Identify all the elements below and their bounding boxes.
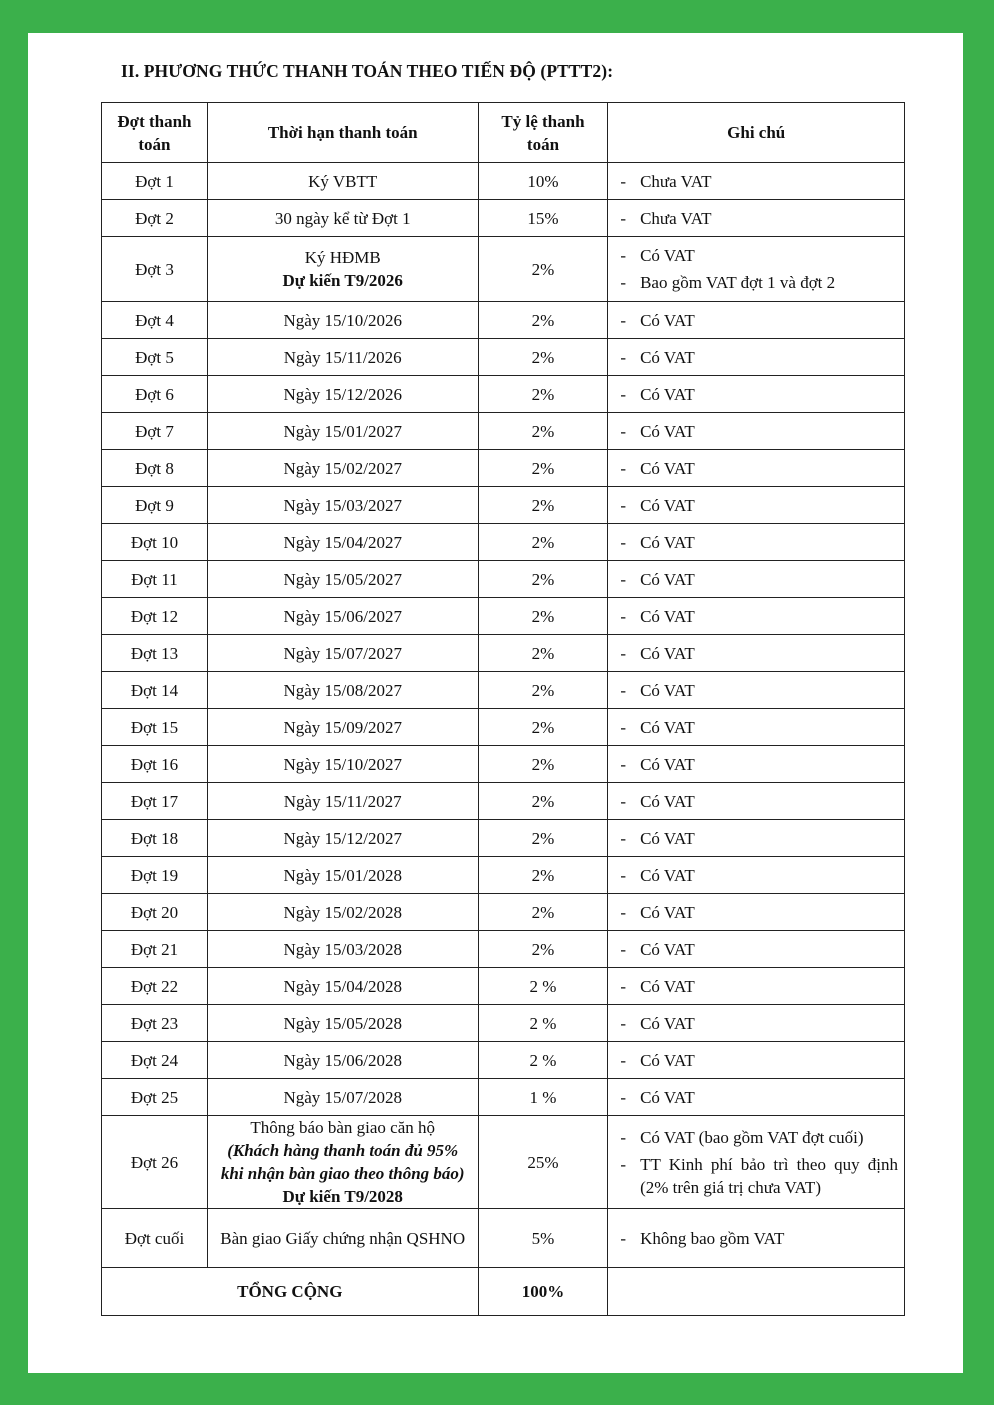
notes-cell — [608, 820, 905, 857]
bullet-dash: - — [620, 171, 627, 191]
term-text: Ngày 15/07/2027 — [283, 643, 402, 663]
term-text: Ngày 15/11/2027 — [283, 791, 402, 811]
note-text: Có VAT (bao gồm VAT đợt cuối) — [640, 1127, 864, 1147]
header-notes: Ghi chú — [608, 103, 905, 163]
bullet-dash: - — [620, 1127, 627, 1147]
notes-cell — [608, 339, 905, 376]
note-text: Có VAT — [640, 569, 695, 589]
rate-cell: 5% — [478, 1209, 608, 1268]
note-text: Có VAT — [640, 643, 695, 663]
term-text: Ngày 15/09/2027 — [283, 717, 402, 737]
term-text: Ngày 15/08/2027 — [283, 680, 402, 700]
rate-cell: 2 % — [478, 1005, 608, 1042]
table-header-row — [102, 103, 905, 163]
note-item — [620, 309, 898, 332]
stage-cell: Đợt 24 — [102, 1042, 208, 1079]
stage-cell: Đợt 22 — [102, 968, 208, 1005]
table-row — [102, 931, 905, 968]
rate-cell: 2% — [478, 783, 608, 820]
table-row — [102, 894, 905, 931]
notes-cell — [608, 1116, 905, 1209]
note-item — [620, 938, 898, 961]
bullet-dash: - — [620, 495, 627, 515]
stage-cell: Đợt 10 — [102, 524, 208, 561]
rate-cell: 2% — [478, 302, 608, 339]
notes-cell — [608, 376, 905, 413]
bullet-dash: - — [620, 1050, 627, 1070]
table-row — [102, 376, 905, 413]
note-item — [620, 1153, 898, 1199]
note-text: Có VAT — [640, 1050, 695, 1070]
rate-cell: 2% — [478, 672, 608, 709]
note-text: Có VAT — [640, 421, 695, 441]
note-item — [620, 975, 898, 998]
term-text: Ngày 15/04/2027 — [283, 532, 402, 552]
term-text: Ngày 15/04/2028 — [283, 976, 402, 996]
term-cell — [207, 163, 478, 200]
note-item — [620, 346, 898, 369]
rate-cell: 2% — [478, 237, 608, 302]
bullet-dash: - — [620, 532, 627, 552]
document-page — [28, 33, 963, 1373]
term-text: Ngày 15/12/2026 — [283, 384, 402, 404]
total-rate: 100% — [478, 1268, 608, 1316]
note-text: Chưa VAT — [640, 171, 712, 191]
note-text: Có VAT — [640, 939, 695, 959]
rate-cell: 2% — [478, 413, 608, 450]
term-text: Ngày 15/05/2028 — [283, 1013, 402, 1033]
note-item — [620, 1227, 898, 1250]
notes-cell — [608, 1042, 905, 1079]
notes-cell — [608, 561, 905, 598]
term-text: Bàn giao Giấy chứng nhận QSHNO — [220, 1228, 466, 1248]
bullet-dash: - — [620, 643, 627, 663]
term-cell — [207, 302, 478, 339]
bullet-dash: - — [620, 1228, 627, 1248]
term-bold-text: Dự kiến T9/2028 — [282, 1187, 403, 1206]
stage-cell: Đợt 9 — [102, 487, 208, 524]
note-item — [620, 457, 898, 480]
rate-cell: 2% — [478, 635, 608, 672]
rate-cell: 2% — [478, 857, 608, 894]
term-cell — [207, 200, 478, 237]
note-text: Có VAT — [640, 680, 695, 700]
note-item — [620, 679, 898, 702]
note-text: Có VAT — [640, 1087, 695, 1107]
note-text: Có VAT — [640, 347, 695, 367]
term-text: Ký HĐMB — [304, 248, 381, 267]
table-row — [102, 1116, 905, 1209]
term-text: Ngày 15/03/2028 — [283, 939, 402, 959]
bullet-dash: - — [620, 606, 627, 626]
header-term: Thời hạn thanh toán — [207, 103, 478, 163]
rate-cell: 25% — [478, 1116, 608, 1209]
stage-cell: Đợt 11 — [102, 561, 208, 598]
table-row — [102, 1209, 905, 1268]
note-item — [620, 271, 898, 294]
term-text: Ngày 15/11/2026 — [283, 347, 402, 367]
bullet-dash: - — [620, 347, 627, 367]
note-text: Có VAT — [640, 606, 695, 626]
table-row — [102, 783, 905, 820]
note-item — [620, 1049, 898, 1072]
table-row — [102, 524, 905, 561]
term-cell — [207, 524, 478, 561]
table-row — [102, 820, 905, 857]
note-item — [620, 207, 898, 230]
note-text: Có VAT — [640, 865, 695, 885]
stage-cell: Đợt 14 — [102, 672, 208, 709]
notes-cell — [608, 672, 905, 709]
notes-cell — [608, 1079, 905, 1116]
term-cell — [207, 339, 478, 376]
term-italic-text: (Khách hàng thanh toán đủ 95% khi nhận bàn giao theo thông báo) — [220, 1141, 465, 1183]
bullet-dash: - — [620, 384, 627, 404]
stage-cell: Đợt 3 — [102, 237, 208, 302]
table-row — [102, 302, 905, 339]
term-cell — [207, 376, 478, 413]
term-cell — [207, 783, 478, 820]
term-text: Ngày 15/02/2027 — [283, 458, 402, 478]
notes-cell — [608, 635, 905, 672]
note-text: Có VAT — [640, 717, 695, 737]
rate-cell: 2% — [478, 524, 608, 561]
table-row — [102, 1042, 905, 1079]
term-cell — [207, 413, 478, 450]
table-row — [102, 968, 905, 1005]
table-row — [102, 487, 905, 524]
stage-cell: Đợt 20 — [102, 894, 208, 931]
table-row — [102, 598, 905, 635]
note-text: Có VAT — [640, 384, 695, 404]
note-item — [620, 605, 898, 628]
note-item — [620, 716, 898, 739]
stage-cell: Đợt 25 — [102, 1079, 208, 1116]
rate-cell: 2% — [478, 746, 608, 783]
rate-cell: 2% — [478, 487, 608, 524]
table-row — [102, 200, 905, 237]
note-text: Bao gồm VAT đợt 1 và đợt 2 — [640, 273, 836, 292]
notes-cell — [608, 783, 905, 820]
term-text: Ký VBTT — [308, 171, 378, 191]
note-text: Không bao gồm VAT — [640, 1228, 785, 1248]
notes-cell — [608, 200, 905, 237]
stage-cell: Đợt 12 — [102, 598, 208, 635]
note-item — [620, 1012, 898, 1035]
notes-cell — [608, 237, 905, 302]
note-item — [620, 1086, 898, 1109]
bullet-dash: - — [620, 1013, 627, 1033]
notes-cell — [608, 450, 905, 487]
table-row — [102, 672, 905, 709]
note-text: Có VAT — [640, 902, 695, 922]
term-text: Ngày 15/05/2027 — [283, 569, 402, 589]
term-text: Ngày 15/07/2028 — [283, 1087, 402, 1107]
term-text: Ngày 15/06/2027 — [283, 606, 402, 626]
term-cell — [207, 1005, 478, 1042]
term-cell — [207, 598, 478, 635]
term-text: Ngày 15/01/2027 — [283, 421, 402, 441]
note-text: Có VAT — [640, 310, 695, 330]
total-notes — [608, 1268, 905, 1316]
rate-cell: 2% — [478, 931, 608, 968]
total-row — [102, 1268, 905, 1316]
term-text: Ngày 15/01/2028 — [283, 865, 402, 885]
rate-cell: 2% — [478, 561, 608, 598]
note-item — [620, 420, 898, 443]
note-text: Có VAT — [640, 828, 695, 848]
term-cell — [207, 487, 478, 524]
term-cell — [207, 635, 478, 672]
term-cell — [207, 746, 478, 783]
term-text: Ngày 15/06/2028 — [283, 1050, 402, 1070]
bullet-dash: - — [620, 1154, 627, 1174]
notes-cell — [608, 598, 905, 635]
bullet-dash: - — [620, 458, 627, 478]
term-cell — [207, 820, 478, 857]
term-cell — [207, 968, 478, 1005]
term-cell — [207, 1116, 478, 1209]
bullet-dash: - — [620, 680, 627, 700]
stage-cell: Đợt 19 — [102, 857, 208, 894]
term-cell — [207, 237, 478, 302]
bullet-dash: - — [620, 828, 627, 848]
note-item — [620, 170, 898, 193]
bullet-dash: - — [620, 569, 627, 589]
note-text: Chưa VAT — [640, 208, 712, 228]
bullet-dash: - — [620, 421, 627, 441]
table-row — [102, 450, 905, 487]
note-item — [620, 494, 898, 517]
bullet-dash: - — [620, 791, 627, 811]
notes-cell — [608, 746, 905, 783]
notes-cell — [608, 1209, 905, 1268]
note-item — [620, 642, 898, 665]
rate-cell: 10% — [478, 163, 608, 200]
term-text: Thông báo bàn giao căn hộ — [250, 1118, 436, 1137]
table-row — [102, 163, 905, 200]
note-text: Có VAT — [640, 1013, 695, 1033]
notes-cell — [608, 413, 905, 450]
rate-cell: 2% — [478, 820, 608, 857]
table-row — [102, 857, 905, 894]
table-row — [102, 746, 905, 783]
stage-cell: Đợt 16 — [102, 746, 208, 783]
stage-cell: Đợt 8 — [102, 450, 208, 487]
notes-cell — [608, 487, 905, 524]
note-item — [620, 753, 898, 776]
term-cell — [207, 709, 478, 746]
bullet-dash: - — [620, 865, 627, 885]
term-cell — [207, 1042, 478, 1079]
term-text: Ngày 15/02/2028 — [283, 902, 402, 922]
table-row — [102, 1079, 905, 1116]
notes-cell — [608, 524, 905, 561]
notes-cell — [608, 931, 905, 968]
note-item — [620, 864, 898, 887]
term-text: Ngày 15/10/2027 — [283, 754, 402, 774]
term-text: Ngày 15/10/2026 — [283, 310, 402, 330]
table-row — [102, 1005, 905, 1042]
stage-cell: Đợt 1 — [102, 163, 208, 200]
stage-cell: Đợt 13 — [102, 635, 208, 672]
bullet-dash: - — [620, 1087, 627, 1107]
payment-schedule-table — [101, 102, 905, 1316]
stage-cell: Đợt 4 — [102, 302, 208, 339]
stage-cell: Đợt 26 — [102, 1116, 208, 1209]
stage-cell: Đợt 21 — [102, 931, 208, 968]
rate-cell: 2% — [478, 450, 608, 487]
note-item — [620, 901, 898, 924]
note-text: Có VAT — [640, 532, 695, 552]
total-label: TỔNG CỘNG — [102, 1268, 479, 1316]
bullet-dash: - — [620, 246, 627, 265]
table-row — [102, 413, 905, 450]
term-text: 30 ngày kể từ Đợt 1 — [274, 208, 411, 228]
bullet-dash: - — [620, 208, 627, 228]
rate-cell: 2 % — [478, 1042, 608, 1079]
term-text: Ngày 15/03/2027 — [283, 495, 402, 515]
term-text: Ngày 15/12/2027 — [283, 828, 402, 848]
term-cell — [207, 1079, 478, 1116]
note-text: Có VAT — [640, 754, 695, 774]
note-item — [620, 244, 898, 267]
term-cell — [207, 561, 478, 598]
stage-cell: Đợt 18 — [102, 820, 208, 857]
term-cell — [207, 450, 478, 487]
rate-cell: 2% — [478, 339, 608, 376]
notes-cell — [608, 302, 905, 339]
notes-cell — [608, 709, 905, 746]
notes-cell — [608, 1005, 905, 1042]
notes-cell — [608, 968, 905, 1005]
rate-cell: 2 % — [478, 968, 608, 1005]
note-item — [620, 827, 898, 850]
rate-cell: 2% — [478, 598, 608, 635]
term-cell — [207, 1209, 478, 1268]
note-text: Có VAT — [640, 246, 695, 265]
header-rate: Tỷ lệ thanh toán — [478, 103, 608, 163]
bullet-dash: - — [620, 754, 627, 774]
note-item — [620, 790, 898, 813]
stage-cell: Đợt 5 — [102, 339, 208, 376]
notes-cell — [608, 894, 905, 931]
bullet-dash: - — [620, 273, 627, 292]
rate-cell: 15% — [478, 200, 608, 237]
notes-cell — [608, 163, 905, 200]
note-item — [620, 531, 898, 554]
stage-cell: Đợt 2 — [102, 200, 208, 237]
table-row — [102, 339, 905, 376]
note-item — [620, 568, 898, 591]
note-text: Có VAT — [640, 495, 695, 515]
note-item — [620, 1126, 898, 1149]
stage-cell: Đợt cuối — [102, 1209, 208, 1268]
header-stage: Đợt thanh toán — [102, 103, 208, 163]
term-cell — [207, 894, 478, 931]
table-row — [102, 561, 905, 598]
bullet-dash: - — [620, 310, 627, 330]
bullet-dash: - — [620, 976, 627, 996]
note-text: Có VAT — [640, 458, 695, 478]
stage-cell: Đợt 17 — [102, 783, 208, 820]
note-text: Có VAT — [640, 976, 695, 996]
stage-cell: Đợt 23 — [102, 1005, 208, 1042]
section-title: II. PHƯƠNG THỨC THANH TOÁN THEO TIẾN ĐỘ (PTTT2): — [121, 61, 614, 81]
rate-cell: 2% — [478, 376, 608, 413]
note-item — [620, 383, 898, 406]
stage-cell: Đợt 15 — [102, 709, 208, 746]
term-cell — [207, 931, 478, 968]
stage-cell: Đợt 7 — [102, 413, 208, 450]
table-row — [102, 635, 905, 672]
bullet-dash: - — [620, 902, 627, 922]
bullet-dash: - — [620, 939, 627, 959]
term-cell — [207, 672, 478, 709]
rate-cell: 2% — [478, 894, 608, 931]
notes-cell — [608, 857, 905, 894]
note-text: Có VAT — [640, 791, 695, 811]
stage-cell: Đợt 6 — [102, 376, 208, 413]
term-bold-text: Dự kiến T9/2026 — [282, 271, 403, 290]
rate-cell: 1 % — [478, 1079, 608, 1116]
note-text: TT Kinh phí bảo trì theo quy định (2% trên giá trị chưa VAT) — [640, 1154, 898, 1197]
bullet-dash: - — [620, 717, 627, 737]
table-row — [102, 237, 905, 302]
term-cell — [207, 857, 478, 894]
rate-cell: 2% — [478, 709, 608, 746]
table-row — [102, 709, 905, 746]
